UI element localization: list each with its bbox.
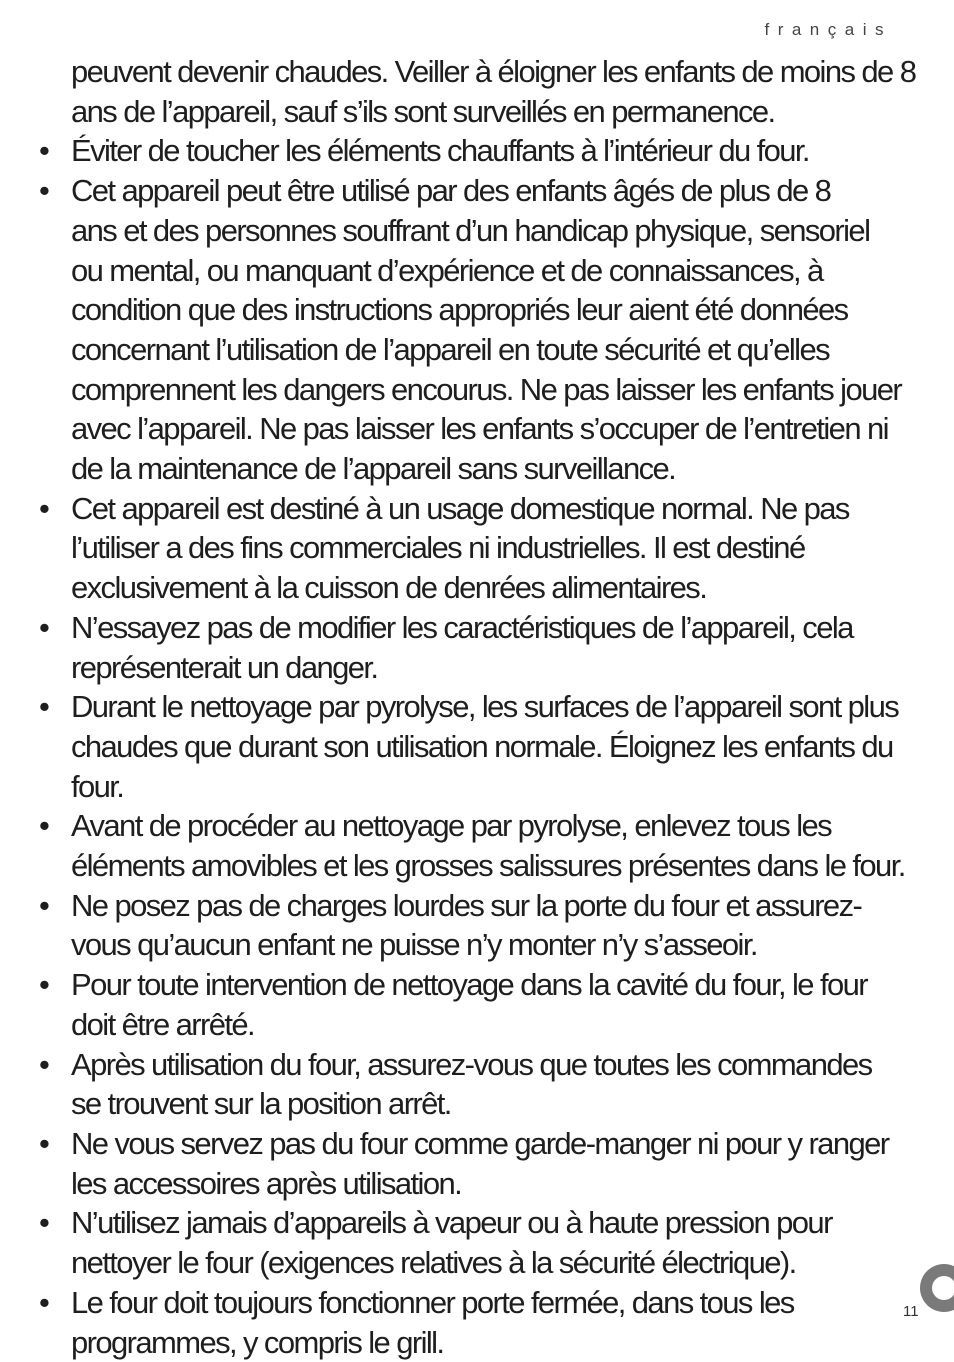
safety-list (34, 131, 940, 1362)
list-item-text: Avant de procéder au nettoyage par pyrolyse, enlevez tous les éléments amovibles et les grosses salissures présentes dans le four. (71, 808, 905, 884)
list-item (34, 1283, 940, 1362)
list-item-text: Ne posez pas de charges lourdes sur la porte du four et assurez- vous qu’aucun enfant ne puisse n’y monter n’y s’asseoir. (71, 887, 862, 963)
list-item (34, 131, 940, 171)
list-item (34, 1203, 940, 1282)
bullet-icon: • (39, 609, 49, 645)
list-item-text: Éviter de toucher les éléments chauffants à l’intérieur du four. (71, 133, 809, 169)
list-item (34, 886, 940, 965)
bullet-icon: • (39, 1125, 49, 1161)
list-item-text: Ne vous servez pas du four comme garde-manger ni pour y ranger les accessoires après utilisation. (71, 1125, 889, 1201)
list-item (34, 687, 940, 806)
list-item-text: N’essayez pas de modifier les caractéristiques de l’appareil, cela représenterait un danger. (71, 609, 853, 685)
list-item-text: Durant le nettoyage par pyrolyse, les surfaces de l’appareil sont plus chaudes que durant son utilisation normale. Éloignez les enfants du four. (71, 689, 899, 804)
list-item (34, 608, 940, 687)
bullet-icon: • (39, 133, 49, 169)
bullet-icon: • (39, 1284, 49, 1320)
safety-instructions (34, 52, 940, 1362)
bullet-icon: • (39, 967, 49, 1003)
bullet-icon: • (39, 173, 49, 209)
list-item-text: Après utilisation du four, assurez-vous que toutes les commandes se trouvent sur la position arrêt. (71, 1046, 872, 1122)
list-item (34, 489, 940, 608)
list-item-text: Pour toute intervention de nettoyage dans la cavité du four, le four doit être arrêté. (71, 967, 867, 1042)
list-item (34, 1045, 940, 1124)
bullet-icon: • (39, 490, 49, 526)
bullet-icon: • (39, 689, 49, 725)
bullet-icon: • (39, 1046, 49, 1082)
list-item (34, 171, 940, 489)
bullet-icon: • (39, 887, 49, 923)
language-header: français (764, 20, 892, 39)
bullet-icon: • (39, 808, 49, 844)
list-item-text: Le four doit toujours fonctionner porte fermée, dans tous les programmes, y compris le grill. (71, 1284, 794, 1360)
list-item (34, 806, 940, 885)
list-item (34, 965, 940, 1044)
list-item-text: Cet appareil est destiné à un usage domestique normal. Ne pas l’utiliser a des fins commerciales ni industrielles. Il est destiné exclusivement à la cuisson de denrées alimentaires. (71, 490, 849, 606)
list-item (34, 1124, 940, 1203)
continued-paragraph: peuvent devenir chaudes. Veiller à éloigner les enfants de moins de 8 ans de l’appareil, sauf s’ils sont surveillés en permanence. (71, 54, 916, 129)
page-number: 11 (903, 1303, 919, 1320)
list-item-text: Cet appareil peut être utilisé par des enfants âgés de plus de 8 ans et des personnes souffrant d’un handicap physique, sensoriel ou mental, ou manquant d’expérience et de connaissances, à condition que des instructions appropriés leur aient été données concernant l’utilisation de l’appareil en toute sécurité et qu’elles comprennent les dangers encourus. Ne pas laisser les enfants jouer avec l’appareil. Ne pas laisser les enfants s’occuper de l’entretien ni de la maintenance de l’appareil sans surveillance. (71, 173, 902, 487)
list-item-text: N’utilisez jamais d’appareils à vapeur ou à haute pression pour nettoyer le four (exigences relatives à la sécurité électrique). (71, 1205, 832, 1281)
bullet-icon: • (39, 1205, 49, 1241)
